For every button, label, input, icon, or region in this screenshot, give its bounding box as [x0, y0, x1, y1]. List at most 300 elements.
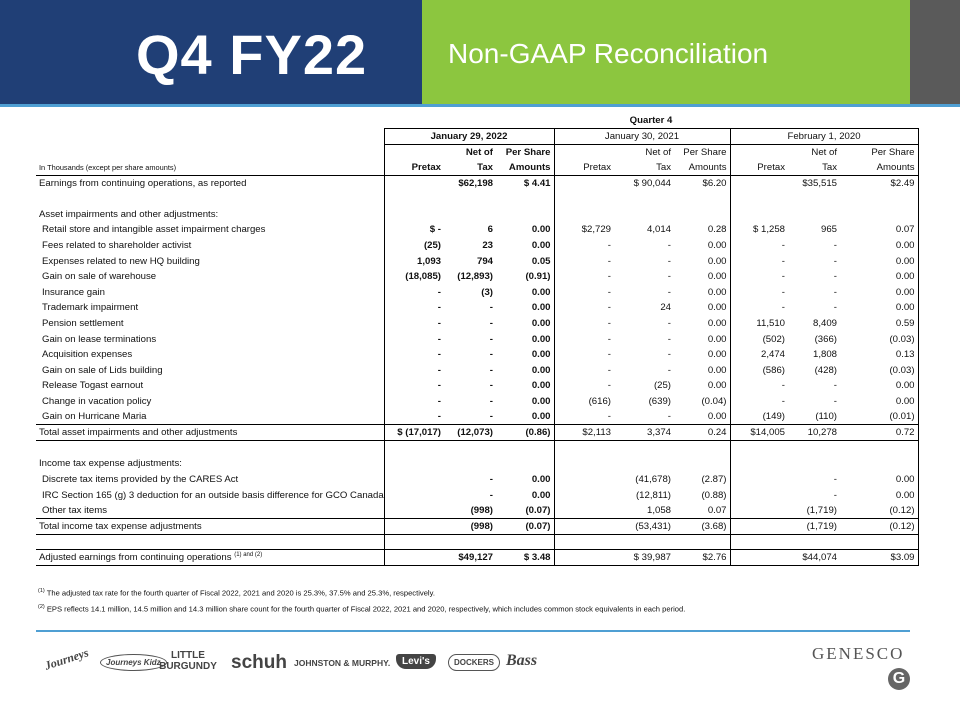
table-cell: 0.00: [707, 349, 727, 361]
row-label-text: Gain on sale of warehouse: [42, 271, 157, 283]
row-label-text: Fees related to shareholder activist: [42, 240, 192, 252]
table-cell: 0.13: [840, 347, 918, 363]
table-cell: 0.00: [496, 316, 554, 332]
table-cell: 24: [660, 302, 671, 314]
table-cell: -: [730, 269, 788, 285]
row-label-text: Pension settlement: [42, 318, 124, 330]
table-cell: -: [667, 255, 671, 267]
table-row: [36, 269, 918, 285]
table-cell: 0.00: [496, 378, 554, 394]
table-cell: (18,085): [384, 269, 444, 285]
table-cell: 0.59: [840, 316, 918, 332]
quarter-header: Quarter 4: [384, 113, 918, 129]
table-cell: [614, 191, 674, 207]
table-row: [36, 191, 918, 207]
table-cell: (41,678): [635, 473, 671, 485]
row-label: [36, 238, 384, 254]
table-cell: 0.00: [707, 333, 727, 345]
table-cell: 23: [482, 240, 493, 252]
table-row: [36, 363, 918, 379]
table-cell: [384, 175, 444, 191]
table-cell: (502): [730, 331, 788, 347]
table-cell: (0.12): [840, 503, 918, 519]
table-cell: 0.07: [707, 504, 727, 516]
table-cell: -: [607, 349, 611, 361]
table-cell: [840, 440, 918, 456]
col-header: Pretax: [730, 160, 788, 176]
table-row: [36, 285, 918, 301]
row-label-text: Other tax items: [42, 504, 108, 516]
table-cell: -: [384, 394, 444, 410]
table-cell: (366): [814, 333, 837, 345]
table-cell: 0.00: [840, 394, 918, 410]
table-cell: [496, 456, 554, 472]
row-label-text: Change in vacation policy: [42, 395, 152, 407]
table-cell: -: [833, 395, 837, 407]
table-cell: -: [667, 240, 671, 252]
table-cell: 2,474: [730, 347, 788, 363]
table-cell: [384, 207, 444, 223]
row-label-text: Acquisition expenses: [42, 349, 133, 361]
table-cell: [384, 191, 444, 207]
table-cell: [554, 550, 614, 566]
row-label: [36, 534, 384, 550]
footnote-2: [38, 604, 685, 614]
table-cell: -: [667, 333, 671, 345]
table-cell: (616): [588, 395, 611, 407]
table-cell: (3.68): [674, 518, 730, 534]
row-label-text: Income tax expense adjustments:: [39, 458, 182, 470]
table-cell: $49,127: [444, 550, 496, 566]
row-label: [36, 378, 384, 394]
table-cell: 0.00: [496, 487, 554, 503]
brand-little-burgundy-logo: LITTLE BURGUNDY: [159, 650, 217, 672]
table-cell: (12,073): [444, 425, 496, 441]
table-cell: $ 1,258: [730, 222, 788, 238]
row-label-text: Gain on lease terminations: [42, 333, 157, 345]
row-label: [36, 363, 384, 379]
table-cell: -: [833, 240, 837, 252]
table-cell: -: [730, 378, 788, 394]
row-label: [36, 394, 384, 410]
row-label-text: Expenses related to new HQ building: [42, 255, 200, 267]
table-row: [36, 409, 918, 425]
col-header: Tax: [614, 160, 674, 176]
table-cell: -: [730, 300, 788, 316]
row-label-text: Gain on sale of Lids building: [42, 364, 163, 376]
table-cell: (149): [730, 409, 788, 425]
brand-journeys-kidz-logo: Journeys Kidz: [100, 654, 167, 671]
row-label-text: Total asset impairments and other adjustments: [39, 427, 238, 439]
col-header: Amounts: [496, 160, 554, 176]
table-row: [36, 394, 918, 410]
table-cell: [384, 456, 444, 472]
table-cell: $44,074: [788, 550, 840, 566]
row-label: [36, 440, 384, 456]
table-cell: 8,409: [812, 318, 837, 330]
table-cell: [840, 207, 918, 223]
table-cell: $14,005: [730, 425, 788, 441]
table-cell: (0.04): [701, 395, 727, 407]
table-cell: [730, 440, 788, 456]
reconciliation-table: [36, 113, 919, 566]
table-cell: -: [607, 318, 611, 330]
slide-title: Q4 FY22: [136, 23, 368, 86]
table-cell: [674, 207, 730, 223]
table-cell: [788, 534, 840, 550]
table-cell: -: [384, 378, 444, 394]
table-cell: -: [607, 271, 611, 283]
table-row: [36, 331, 918, 347]
table-cell: (12,811): [635, 489, 671, 501]
table-cell: -: [384, 409, 444, 425]
table-cell: [384, 503, 444, 519]
table-cell: 0.24: [674, 425, 730, 441]
table-cell: (1,719): [806, 504, 837, 516]
table-cell: -: [489, 395, 493, 407]
table-cell: 1,093: [384, 253, 444, 269]
table-cell: 0.00: [840, 378, 918, 394]
table-cell: -: [833, 255, 837, 267]
row-label: [36, 550, 384, 566]
table-cell: [840, 534, 918, 550]
table-cell: (998): [444, 518, 496, 534]
table-cell: 0.00: [496, 222, 554, 238]
col-header: Per Share: [496, 144, 554, 160]
table-cell: [554, 191, 614, 207]
table-cell: -: [384, 331, 444, 347]
table-cell: -: [833, 271, 837, 283]
table-cell: [384, 534, 444, 550]
table-cell: $62,198: [444, 175, 496, 191]
table-cell: [554, 456, 614, 472]
table-cell: -: [667, 271, 671, 283]
table-cell: -: [833, 302, 837, 314]
table-cell: 10,278: [788, 425, 840, 441]
header-accent-block: [910, 0, 960, 104]
footnote-marker: (1): [38, 588, 45, 594]
table-cell: [554, 175, 614, 191]
table-cell: 1,808: [812, 349, 837, 361]
table-cell: [444, 534, 496, 550]
table-cell: [674, 534, 730, 550]
table-cell: $ 4.41: [496, 175, 554, 191]
table-cell: -: [667, 349, 671, 361]
table-cell: [496, 191, 554, 207]
table-cell: [730, 503, 788, 519]
row-label: [36, 409, 384, 425]
table-cell: -: [607, 380, 611, 392]
table-row: [36, 207, 918, 223]
table-cell: [674, 191, 730, 207]
table-cell: -: [489, 349, 493, 361]
table-cell: 0.00: [840, 269, 918, 285]
table-cell: 0.00: [707, 271, 727, 283]
table-cell: (0.86): [496, 425, 554, 441]
table-cell: -: [833, 489, 837, 501]
table-cell: -: [489, 489, 493, 501]
row-label-text: Gain on Hurricane Maria: [42, 411, 147, 423]
table-cell: -: [607, 333, 611, 345]
table-cell: -: [730, 394, 788, 410]
table-cell: [788, 191, 840, 207]
brand-dockers-logo: DOCKERS: [448, 654, 500, 671]
row-label-text: Total income tax expense adjustments: [39, 520, 202, 532]
row-label-text: Discrete tax items provided by the CARES Act: [42, 473, 239, 485]
col-header: Per Share: [683, 146, 727, 158]
table-cell: 0.00: [496, 363, 554, 379]
table-cell: (25): [384, 238, 444, 254]
table-cell: (0.88): [701, 489, 727, 501]
table-cell: -: [384, 300, 444, 316]
genesco-g-logo-icon: G: [888, 668, 910, 690]
table-cell: [554, 534, 614, 550]
table-cell: [788, 440, 840, 456]
table-cell: -: [730, 285, 788, 301]
table-cell: [444, 456, 496, 472]
table-cell: $2,729: [581, 224, 611, 236]
table-row: [36, 253, 918, 269]
table-cell: $ 90,044: [614, 175, 674, 191]
table-row: [36, 175, 918, 191]
table-cell: 0.00: [496, 285, 554, 301]
table-cell: [730, 207, 788, 223]
table-cell: [496, 440, 554, 456]
row-label-text: IRC Section 165 (g) 3 deduction for an outside basis difference for GCO Canada: [42, 489, 384, 501]
row-label: [36, 518, 384, 534]
row-label: [36, 487, 384, 503]
table-cell: [496, 207, 554, 223]
table-cell: 0.05: [496, 253, 554, 269]
table-cell: (639): [648, 395, 671, 407]
table-cell: 0.00: [496, 394, 554, 410]
table-cell: -: [607, 286, 611, 298]
table-cell: -: [667, 364, 671, 376]
table-row: [36, 440, 918, 456]
table-cell: -: [489, 318, 493, 330]
table-cell: 0.00: [496, 409, 554, 425]
row-label: [36, 456, 384, 472]
header-divider: [0, 104, 960, 107]
table-cell: (0.03): [840, 363, 918, 379]
table-cell: 0.00: [707, 411, 727, 423]
brand-levis-logo: Levi's: [396, 654, 436, 669]
table-cell: (0.12): [840, 518, 918, 534]
table-cell: 1,058: [646, 504, 671, 516]
row-label-footnote-ref: (1) and (2): [234, 551, 263, 558]
table-cell: [730, 191, 788, 207]
table-cell: (586): [730, 363, 788, 379]
table-cell: -: [667, 318, 671, 330]
row-label: [36, 222, 384, 238]
row-label-text: Asset impairments and other adjustments:: [39, 208, 219, 220]
footnote-1: [38, 588, 435, 598]
table-cell: [554, 472, 614, 488]
table-cell: -: [384, 285, 444, 301]
table-cell: -: [489, 411, 493, 423]
table-cell: -: [667, 286, 671, 298]
table-cell: [730, 175, 788, 191]
col-header: Per Share: [840, 144, 918, 160]
col-header: Net of: [645, 146, 671, 158]
brand-johnston-murphy-logo: JOHNSTON & MURPHY.: [294, 658, 391, 668]
table-row: [36, 472, 918, 488]
table-cell: -: [384, 363, 444, 379]
table-cell: 4,014: [646, 224, 671, 236]
table-cell: 0.00: [496, 472, 554, 488]
units-label: In Thousands (except per share amounts): [36, 160, 384, 176]
table-cell: [614, 534, 674, 550]
row-label: [36, 300, 384, 316]
table-cell: -: [833, 286, 837, 298]
table-cell: (53,431): [614, 518, 674, 534]
table-cell: [614, 440, 674, 456]
table-cell: [614, 207, 674, 223]
row-label-text: Adjusted earnings from continuing operations: [39, 552, 232, 564]
table-cell: [840, 456, 918, 472]
footnote-text: EPS reflects 14.1 million, 14.5 million and 14.3 million share count for the fourth quarter of Fiscal 2022, 2021 and 2020, respectively, which includes common stock equivalents in each period.: [46, 604, 686, 614]
table-row: [36, 456, 918, 472]
table-cell: -: [730, 238, 788, 254]
row-label: [36, 425, 384, 441]
table-cell: $2.49: [840, 175, 918, 191]
row-label: [36, 316, 384, 332]
table-cell: [730, 487, 788, 503]
table-cell: 794: [476, 255, 493, 267]
row-label: [36, 503, 384, 519]
table-cell: 0.00: [496, 331, 554, 347]
row-label: [36, 269, 384, 285]
row-label: [36, 175, 384, 191]
table-cell: $2,113: [554, 425, 614, 441]
table-row: [36, 487, 918, 503]
table-cell: 0.00: [496, 300, 554, 316]
table-cell: [444, 191, 496, 207]
table-cell: -: [384, 347, 444, 363]
period-header: January 30, 2021: [554, 129, 730, 145]
table-cell: -: [730, 253, 788, 269]
table-cell: -: [489, 380, 493, 392]
row-label-text: Retail store and intangible asset impairment charges: [42, 224, 266, 236]
table-cell: -: [489, 302, 493, 314]
row-label: [36, 347, 384, 363]
table-cell: [554, 440, 614, 456]
table-row: [36, 425, 918, 441]
table-cell: (0.01): [840, 409, 918, 425]
brand-journeys-logo: Journeys: [42, 645, 91, 673]
table-cell: $3.09: [840, 550, 918, 566]
table-cell: -: [489, 333, 493, 345]
slide-subtitle: Non-GAAP Reconciliation: [448, 38, 769, 69]
row-label: [36, 331, 384, 347]
table-cell: [384, 518, 444, 534]
table-cell: -: [607, 255, 611, 267]
footer-divider: [36, 630, 910, 632]
table-cell: 0.00: [707, 240, 727, 252]
table-cell: $6.20: [674, 175, 730, 191]
row-label-text: Trademark impairment: [42, 302, 139, 314]
table-cell: (428): [814, 364, 837, 376]
table-cell: -: [489, 473, 493, 485]
footnote-marker: (2): [38, 604, 45, 610]
table-cell: 3,374: [614, 425, 674, 441]
table-cell: -: [607, 240, 611, 252]
footnote-text: The adjusted tax rate for the fourth quarter of Fiscal 2022, 2021 and 2020 is 25.3%, 37.5% and 25.3%, respectively.: [46, 588, 435, 598]
col-header: Tax: [444, 160, 496, 176]
col-header: Tax: [788, 160, 840, 176]
table-cell: -: [607, 302, 611, 314]
table-cell: [554, 487, 614, 503]
table-cell: -: [607, 411, 611, 423]
table-cell: [554, 503, 614, 519]
table-cell: [730, 456, 788, 472]
table-row: [36, 238, 918, 254]
row-label: [36, 191, 384, 207]
table-cell: (0.07): [496, 518, 554, 534]
table-cell: 0.00: [707, 302, 727, 314]
table-cell: 0.00: [840, 285, 918, 301]
table-cell: [730, 550, 788, 566]
genesco-wordmark: GENESCO: [812, 644, 905, 663]
table-cell: (998): [470, 504, 493, 516]
col-header: Net of: [811, 146, 837, 158]
table-cell: 0.07: [840, 222, 918, 238]
table-cell: [384, 440, 444, 456]
table-cell: -: [667, 411, 671, 423]
table-cell: 0.72: [840, 425, 918, 441]
table-cell: (25): [653, 380, 671, 392]
table-cell: -: [833, 380, 837, 392]
table-cell: [384, 472, 444, 488]
row-label-text: Insurance gain: [42, 286, 105, 298]
table-row: [36, 378, 918, 394]
table-cell: 0.00: [707, 380, 727, 392]
table-cell: 0.00: [840, 472, 918, 488]
row-label: [36, 253, 384, 269]
table-cell: 0.00: [840, 238, 918, 254]
table-cell: [674, 440, 730, 456]
table-cell: [384, 487, 444, 503]
row-label: [36, 285, 384, 301]
table-cell: -: [489, 364, 493, 376]
table-cell: [444, 207, 496, 223]
table-cell: (12,893): [457, 271, 493, 283]
period-header: February 1, 2020: [730, 129, 918, 145]
table-cell: 0.00: [707, 364, 727, 376]
table-cell: 0.00: [840, 300, 918, 316]
table-row: [36, 347, 918, 363]
table-cell: [496, 534, 554, 550]
table-cell: -: [607, 364, 611, 376]
table-cell: [554, 518, 614, 534]
table-row: [36, 300, 918, 316]
table-cell: 0.00: [496, 238, 554, 254]
table-row: [36, 518, 918, 534]
table-cell: (1,719): [788, 518, 840, 534]
table-row: [36, 503, 918, 519]
row-label: [36, 472, 384, 488]
table-cell: [788, 456, 840, 472]
table-cell: 0.00: [496, 347, 554, 363]
table-cell: [384, 550, 444, 566]
table-row: [36, 534, 918, 550]
col-header: Net of: [465, 146, 493, 158]
table-cell: [730, 518, 788, 534]
table-cell: (110): [815, 411, 837, 423]
row-label: [36, 207, 384, 223]
col-header: Amounts: [840, 160, 918, 176]
table-cell: [730, 534, 788, 550]
